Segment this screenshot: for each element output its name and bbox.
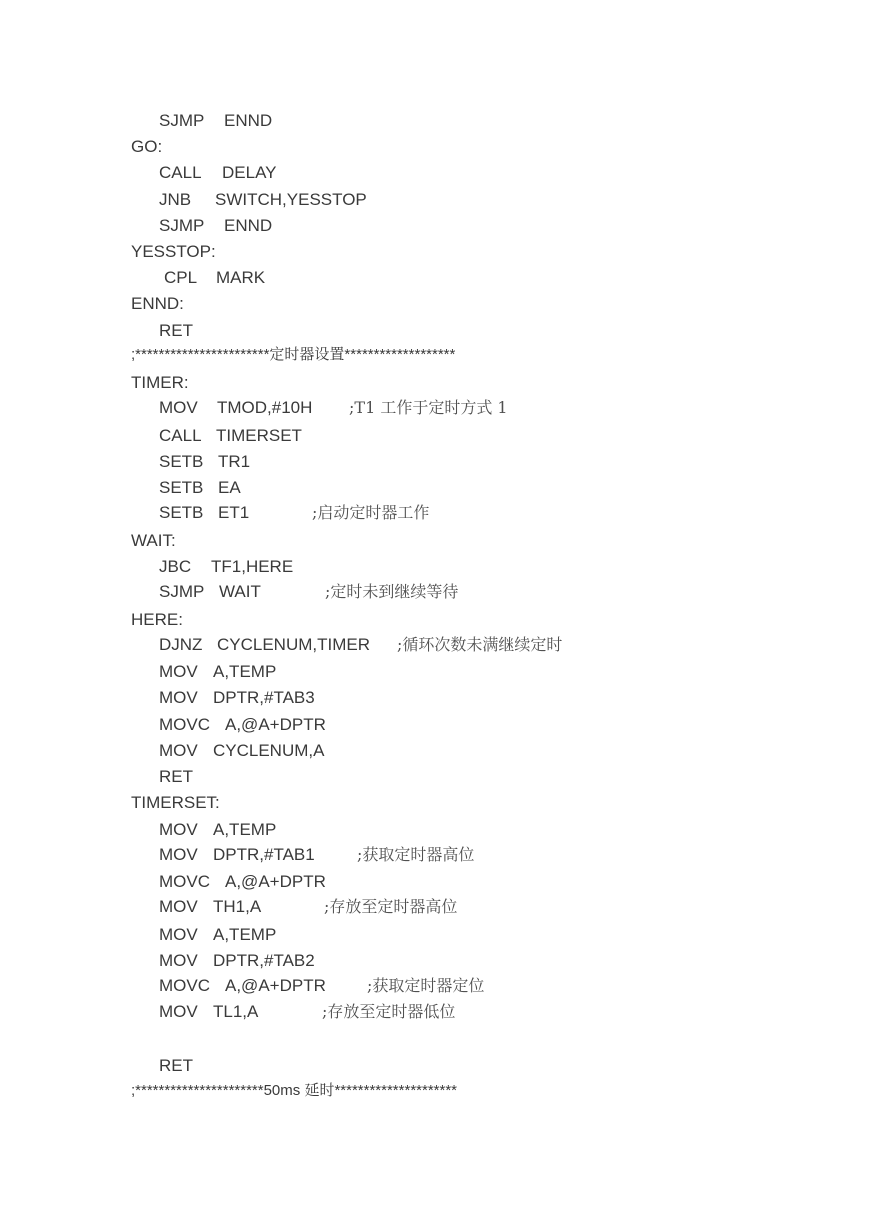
operand: CYCLENUM,A: [213, 741, 325, 760]
operand: A,TEMP: [213, 820, 277, 839]
code-line: [159, 632, 563, 658]
opcode: RET: [159, 321, 193, 340]
code-comment: ;存放至定时器高位: [324, 897, 458, 916]
code-line: [159, 712, 326, 738]
code-label: HERE:: [131, 610, 183, 629]
operand: WAIT: [219, 582, 261, 601]
code-line: [164, 265, 266, 291]
code-line: [159, 395, 508, 421]
code-line: [159, 579, 459, 605]
opcode: MOV: [159, 925, 198, 944]
code-line: [159, 764, 193, 790]
code-comment: ;启动定时器工作: [312, 503, 430, 522]
opcode: RET: [159, 1056, 193, 1075]
operand: ENND: [224, 216, 273, 235]
opcode: CALL: [159, 426, 202, 445]
operand: A,@A+DPTR: [225, 715, 326, 734]
code-line: [159, 869, 326, 895]
code-label: GO:: [131, 137, 163, 156]
opcode: MOV: [159, 688, 198, 707]
code-line: [159, 894, 458, 920]
operand: A,@A+DPTR: [225, 872, 326, 891]
opcode: CALL: [159, 163, 202, 182]
code-line: [159, 817, 277, 843]
opcode: MOV: [159, 741, 198, 760]
opcode: DJNZ: [159, 635, 203, 654]
code-line: [159, 973, 485, 999]
opcode: CPL: [164, 268, 198, 287]
code-line: [159, 659, 277, 685]
code-label: YESSTOP:: [131, 242, 216, 261]
code-label: TIMER:: [131, 373, 189, 392]
code-comment: ;循环次数未满继续定时: [397, 635, 563, 654]
code-comment: ;获取定时器高位: [357, 845, 475, 864]
code-label: TIMERSET:: [131, 793, 220, 812]
separator-text: ;**********************50ms 延时*********************: [131, 1082, 458, 1099]
code-line: [159, 842, 475, 868]
opcode: SETB: [159, 503, 204, 522]
code-line: [159, 423, 302, 449]
code-line: [159, 685, 315, 711]
opcode: RET: [159, 767, 193, 786]
opcode: SJMP: [159, 582, 205, 601]
operand: TMOD,#10H: [217, 398, 313, 417]
code-comment: ;定时未到继续等待: [325, 582, 459, 601]
opcode: SJMP: [159, 216, 205, 235]
opcode: MOV: [159, 1002, 198, 1021]
code-line: [159, 187, 367, 213]
operand: TF1,HERE: [211, 557, 294, 576]
section-separator: [131, 1078, 458, 1104]
opcode: MOVC: [159, 872, 210, 891]
code-line: [159, 948, 315, 974]
opcode: MOV: [159, 897, 198, 916]
code-line: [159, 922, 277, 948]
code-line: [159, 475, 241, 501]
operand: CYCLENUM,TIMER: [217, 635, 371, 654]
operand: A,@A+DPTR: [225, 976, 326, 995]
operand: DPTR,#TAB3: [213, 688, 315, 707]
code-line: [159, 213, 273, 239]
opcode: MOV: [159, 398, 198, 417]
section-separator: [131, 342, 456, 368]
operand: TH1,A: [213, 897, 262, 916]
opcode: MOV: [159, 951, 198, 970]
operand: MARK: [216, 268, 266, 287]
opcode: SETB: [159, 452, 204, 471]
code-line: [159, 108, 273, 134]
operand: TL1,A: [213, 1002, 259, 1021]
operand: SWITCH,YESSTOP: [215, 190, 367, 209]
code-label: ENND:: [131, 294, 184, 313]
operand: EA: [218, 478, 241, 497]
operand: DELAY: [222, 163, 277, 182]
code-label: WAIT:: [131, 531, 176, 550]
opcode: SJMP: [159, 111, 205, 130]
code-line: [159, 554, 294, 580]
opcode: JNB: [159, 190, 192, 209]
operand: TIMERSET: [216, 426, 302, 445]
operand: DPTR,#TAB1: [213, 845, 315, 864]
operand: A,TEMP: [213, 925, 277, 944]
operand: A,TEMP: [213, 662, 277, 681]
operand: TR1: [218, 452, 251, 471]
code-line: [159, 318, 193, 344]
operand: DPTR,#TAB2: [213, 951, 315, 970]
code-line: [159, 1053, 193, 1079]
opcode: MOV: [159, 845, 198, 864]
code-comment: ;T1 工作于定时方式 1: [349, 398, 508, 417]
code-line: [159, 449, 251, 475]
opcode: JBC: [159, 557, 192, 576]
separator-text: ;***********************定时器设置*******************: [131, 346, 456, 363]
opcode: MOV: [159, 820, 198, 839]
opcode: MOVC: [159, 976, 210, 995]
opcode: SETB: [159, 478, 204, 497]
code-line: [159, 500, 430, 526]
code-comment: ;存放至定时器低位: [322, 1002, 456, 1021]
opcode: MOV: [159, 662, 198, 681]
code-line: [159, 999, 456, 1025]
code-line: [159, 160, 277, 186]
operand: ENND: [224, 111, 273, 130]
operand: ET1: [218, 503, 250, 522]
code-line: [159, 738, 325, 764]
opcode: MOVC: [159, 715, 210, 734]
code-comment: ;获取定时器定位: [367, 976, 485, 995]
